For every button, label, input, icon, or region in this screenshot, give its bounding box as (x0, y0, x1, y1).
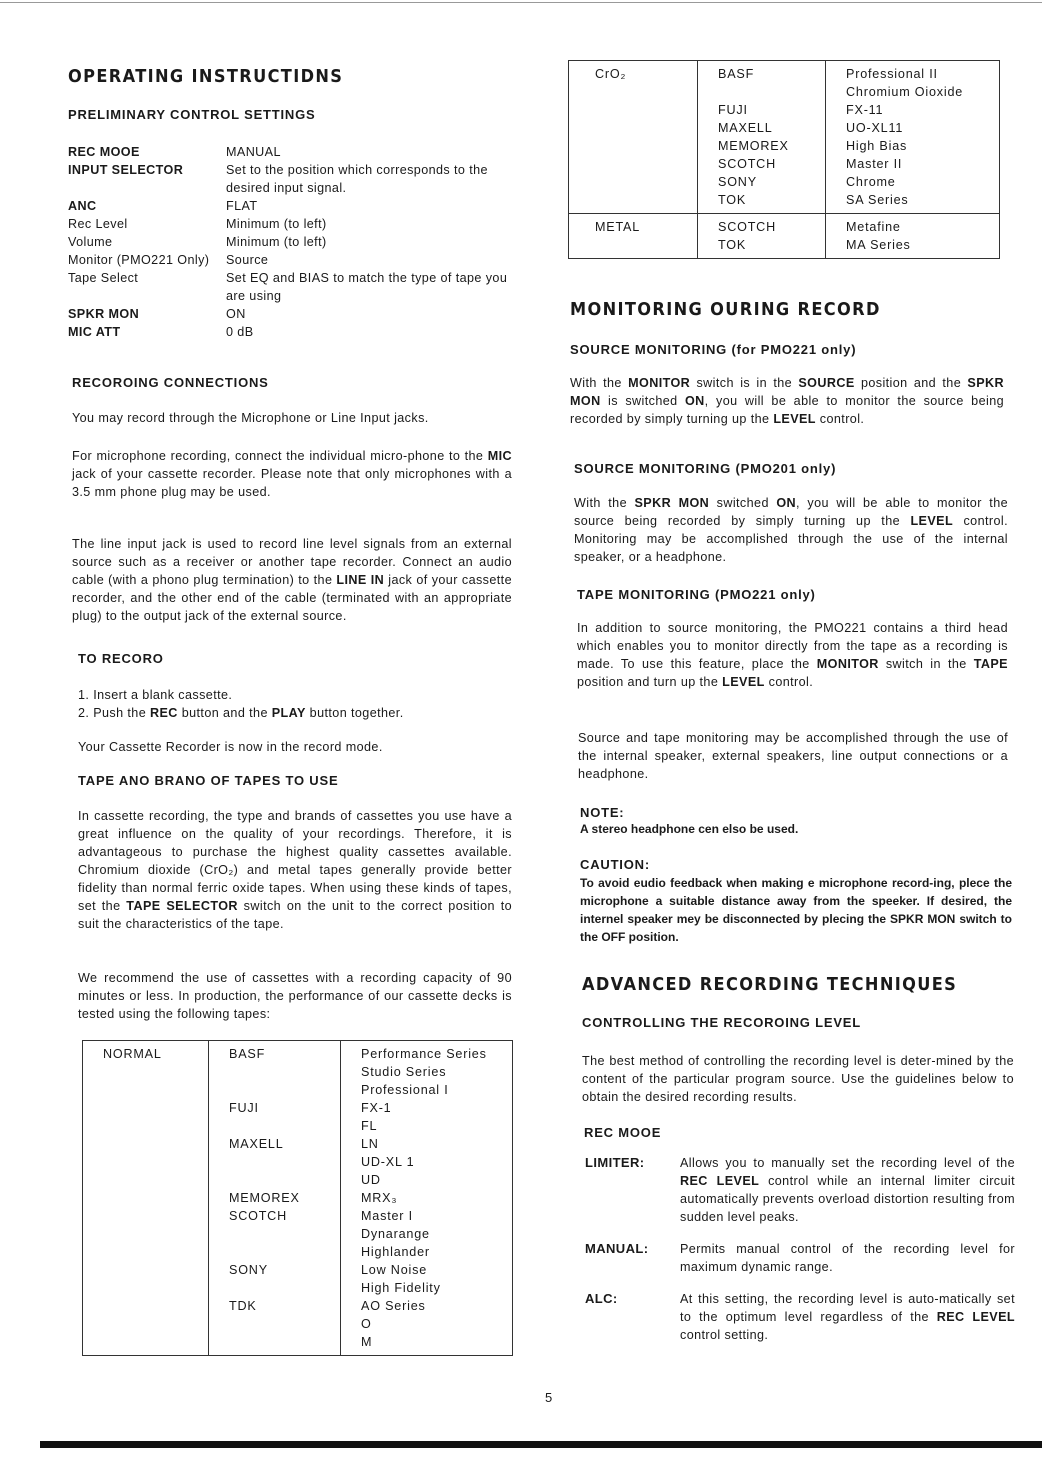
brand-name: MAXELL (229, 1137, 284, 1151)
intro-paragraph (72, 409, 512, 427)
note-label: NOTE: (580, 805, 625, 820)
products-cell (826, 214, 1000, 259)
text-run: control setting. (680, 1328, 769, 1342)
text-run: switched (709, 496, 777, 510)
rec-mode-item (585, 1290, 1017, 1344)
bold-term: TAPE (973, 657, 1008, 671)
setting-label: MIC ATT (68, 325, 121, 339)
brand-name: MEMOREX (718, 139, 789, 153)
recommend-paragraph (78, 969, 512, 1023)
setting-label: REC MOOE (68, 145, 140, 159)
step-item (78, 704, 508, 722)
controlling-level-heading: CONTROLLING THE RECOROING LEVEL (582, 1015, 862, 1030)
brands-cell (698, 61, 826, 214)
text-run: button and the (177, 706, 272, 720)
bold-term: MIC (487, 449, 512, 463)
text-run: jack of your cassette recorder. Please note that only microphones with a 3.5 mm phone plug may be used. (72, 467, 512, 499)
brand-name: SONY (718, 175, 757, 189)
product-name: UD (361, 1173, 381, 1187)
rec-mode-description (680, 1290, 1015, 1344)
page-number: 5 (545, 1390, 553, 1405)
setting-value: Source (226, 253, 269, 267)
text-run: control. Monitoring may be accomplished through the use of the internal speaker, or a headphone. (574, 514, 1008, 564)
text-run: is switched (600, 394, 685, 408)
brand-name: BASF (229, 1047, 266, 1061)
brand-name: MAXELL (718, 121, 773, 135)
brand-name (229, 1171, 340, 1189)
bold-term: PLAY (271, 706, 306, 720)
tape-monitoring-paragraph (577, 619, 1008, 691)
product-name: UD-XL 1 (361, 1155, 415, 1169)
text-run: control. (764, 675, 814, 689)
text-run: control. (815, 412, 865, 426)
text-run: With the (574, 496, 635, 510)
product-name: Master II (846, 157, 903, 171)
setting-label: SPKR MON (68, 307, 140, 321)
setting-value: ON (226, 307, 246, 321)
brand-name (229, 1081, 340, 1099)
setting-value: MANUAL (226, 145, 281, 159)
record-mode-paragraph (78, 738, 508, 756)
brand-name (229, 1153, 340, 1171)
controlling-level-paragraph (582, 1052, 1014, 1106)
product-name: MRX₃ (361, 1191, 398, 1205)
text-run: We recommend the use of cassettes with a recording capacity of 90 minutes or less. In production, the performance of our cassette decks is tested using the following tapes: (78, 971, 512, 1021)
source-monitoring-221-paragraph (570, 374, 1004, 428)
product-name: SA Series (846, 193, 909, 207)
setting-value: 0 dB (226, 325, 254, 339)
text-run: With the (570, 376, 629, 390)
brand-name: TOK (718, 238, 747, 252)
product-name: Dynarange (361, 1227, 430, 1241)
text-run: In addition to source monitoring, the PMO221 contains a third head which enables you to monitor directly from the tape as a recording is made. To use this feature, place the (577, 621, 1008, 671)
setting-label: INPUT SELECTOR (68, 163, 184, 177)
brands-cell (209, 1041, 341, 1356)
brand-name: TOK (718, 193, 747, 207)
text-run: position and turn up the (577, 675, 723, 689)
product-name: LN (361, 1137, 379, 1151)
brand-name (718, 83, 825, 101)
bold-term: SOURCE (798, 376, 855, 390)
text-run: You may record through the Microphone or Line Input jacks. (72, 411, 429, 425)
brand-name (229, 1063, 340, 1081)
settings-list (68, 143, 516, 341)
table-row (569, 214, 1000, 259)
brand-name (229, 1279, 340, 1297)
brand-name: SCOTCH (718, 157, 776, 171)
setting-label: Tape Select (68, 271, 139, 285)
to-record-heading: TO RECORO (78, 651, 164, 666)
brand-name: MEMOREX (229, 1191, 300, 1205)
bold-term: REC LEVEL (680, 1174, 760, 1188)
source-monitoring-201-paragraph (574, 494, 1008, 566)
setting-label: Monitor (PMO221 Only) (68, 253, 210, 267)
bold-term: REC (150, 706, 178, 720)
text-run: Allows you to manually set the recording level of the (680, 1156, 1015, 1170)
rec-mode-description (680, 1154, 1015, 1226)
setting-value: FLAT (226, 199, 258, 213)
product-name: Professional II (846, 67, 938, 81)
bold-term: ON (684, 394, 705, 408)
text-run: position and the (854, 376, 968, 390)
cro2-metal-tapes-table (568, 60, 1000, 259)
setting-value: Set EQ and BIAS to match the type of tape you are using (226, 271, 508, 303)
brand-name: SONY (229, 1263, 268, 1277)
brand-name (229, 1243, 340, 1261)
table-row (569, 61, 1000, 214)
rec-mode-description (680, 1240, 1015, 1276)
bold-term: REC LEVEL (936, 1310, 1015, 1324)
brand-name (229, 1315, 340, 1333)
recording-connections-heading: RECOROING CONNECTIONS (72, 375, 269, 390)
caution-label: CAUTION: (580, 857, 650, 872)
tape-type-cell: NORMAL (83, 1041, 209, 1356)
advanced-title: ADVANCED RECORDING TECHNIQUES (582, 974, 958, 995)
tape-monitoring-heading: TAPE MONITORING (PMO221 only) (577, 587, 816, 602)
product-name: Master I (361, 1209, 413, 1223)
text-run: At this setting, the recording level is auto-matically set to the optimum level regardless of the (680, 1292, 1015, 1324)
product-name: Performance Series (361, 1047, 487, 1061)
step-item (78, 686, 508, 704)
products-cell (826, 61, 1000, 214)
text-run: , you will be able to monitor the source being recorded by simply turning up the (570, 394, 1005, 426)
brand-name: TDK (229, 1299, 257, 1313)
brand-name: SCOTCH (229, 1209, 287, 1223)
bold-term: SPKR MON (570, 376, 1005, 408)
brand-name: FUJI (718, 103, 748, 117)
rec-mode-item (585, 1154, 1017, 1226)
table-row (83, 1041, 513, 1356)
bold-term: TAPE SELECTOR (126, 899, 238, 913)
preliminary-heading: PRELIMINARY CONTROL SETTINGS (68, 107, 316, 122)
setting-value: Minimum (to left) (226, 235, 327, 249)
text-run: The best method of controlling the recording level is deter-mined by the content of the particular program source. Use the guidelines below to obtain the desired recording results. (582, 1054, 1014, 1104)
steps-list (78, 686, 508, 722)
bottom-rule (40, 1441, 1042, 1448)
product-name: High Fidelity (361, 1281, 441, 1295)
setting-label: Volume (68, 235, 113, 249)
setting-label: ANC (68, 199, 97, 213)
product-name: Highlander (361, 1245, 430, 1259)
top-edge-line (0, 2, 1042, 3)
bold-term: MONITOR (816, 657, 879, 671)
product-name: Professional I (361, 1083, 449, 1097)
tape-type-cell: METAL (569, 214, 698, 259)
setting-value: Minimum (to left) (226, 217, 327, 231)
page-title: OPERATING INSTRUCTIDNS (68, 66, 344, 87)
monitoring-title: MONITORING OURING RECORD (570, 299, 881, 320)
product-name: UO-XL11 (846, 121, 904, 135)
text-run: Permits manual control of the recording level for maximum dynamic range. (680, 1242, 1015, 1274)
product-name: FX-11 (846, 103, 884, 117)
rec-mode-label: ALC: (585, 1291, 618, 1306)
brand-name: BASF (718, 67, 755, 81)
text-run: , you will be able to monitor the source being recorded by simply turning up the (574, 496, 1009, 528)
source-monitoring-201-heading: SOURCE MONITORING (PMO201 only) (574, 461, 837, 476)
source-monitoring-221-heading: SOURCE MONITORING (for PMO221 only) (570, 342, 857, 357)
rec-mode-list (585, 1154, 1017, 1344)
product-name: Studio Series (361, 1065, 447, 1079)
product-name: AO Series (361, 1299, 426, 1313)
rec-mode-item (585, 1240, 1017, 1276)
rec-mode-heading: REC MOOE (584, 1125, 662, 1140)
text-run: The line input jack is used to record line level signals from an external source such as a receiver or another tape recorder. Connect an audio cable (with a phono plug termination) to the (72, 537, 512, 587)
text-run: Source and tape monitoring may be accomplished through the use of the internal speaker, external speakers, line output connections or a headphone. (578, 731, 1008, 781)
tapes-paragraph (78, 807, 512, 933)
bold-term: MONITOR (628, 376, 691, 390)
text-run: button together. (305, 706, 404, 720)
product-name: Chrome (846, 175, 896, 189)
setting-value: Set to the position which corresponds to the desired input signal. (226, 163, 488, 195)
product-name: O (361, 1317, 372, 1331)
products-cell (341, 1041, 513, 1356)
product-name: Chromium Oioxide (846, 85, 964, 99)
product-name: Metafine (846, 220, 901, 234)
brand-name (229, 1225, 340, 1243)
rec-mode-label: MANUAL: (585, 1241, 649, 1256)
text-run: In cassette recording, the type and brands of cassettes you use have a great influence on the quality of your recordings. Therefore, it is advantageous to purchase the highest quality cassettes available. Chromium dioxide (CrO₂) and metal tapes generally provide better fidelity than normal ferric oxide tapes. When using these kinds of tapes, set the (78, 809, 512, 913)
brands-cell (698, 214, 826, 259)
rec-mode-label: LIMITER: (585, 1155, 645, 1170)
note-text: A stereo headphone cen elso be used. (580, 822, 799, 836)
product-name: High Bias (846, 139, 908, 153)
text-run: 2. Push the (78, 706, 151, 720)
brand-name: SCOTCH (718, 220, 776, 234)
text-run: 1. Insert a blank cassette. (78, 688, 233, 702)
microphone-paragraph (72, 447, 512, 501)
text-run: Your Cassette Recorder is now in the record mode. (78, 740, 383, 754)
text-run: switch in the (878, 657, 974, 671)
normal-tapes-table (82, 1040, 513, 1356)
product-name: FL (361, 1119, 378, 1133)
text-run: control while an internal limiter circuit automatically prevents overload distortion resulting from sudden level peaks. (680, 1174, 1015, 1224)
source-tape-paragraph (578, 729, 1008, 783)
bold-term: LEVEL (722, 675, 765, 689)
bold-term: LEVEL (773, 412, 816, 426)
product-name: FX-1 (361, 1101, 392, 1115)
text-run: switch is in the (690, 376, 799, 390)
text-run: For microphone recording, connect the individual micro-phone to the (72, 449, 488, 463)
product-name: Low Noise (361, 1263, 427, 1277)
text-run: jack of your cassette recorder, and the other end of the cable (terminated with an appropriate plug) to the output jack of the external source. (72, 573, 512, 623)
bold-term: LINE IN (336, 573, 385, 587)
setting-label: Rec Level (68, 217, 128, 231)
caution-text: To avoid eudio feedback when making e microphone record-ing, plece the microphone a suitable distance away from the speeker. If desired, the internel speaker mey be disconnected by plecing the SPKR MON switch to the OFF position. (580, 876, 1012, 944)
tapes-heading: TAPE ANO BRANO OF TAPES TO USE (78, 773, 339, 788)
product-name: M (361, 1335, 373, 1349)
text-run: switch on the unit to the correct position to suit the characteristics of the tape. (78, 899, 513, 931)
line-input-paragraph (72, 535, 512, 625)
brand-name (229, 1333, 340, 1351)
bold-term: ON (776, 496, 797, 510)
tape-type-cell: CrO₂ (569, 61, 698, 214)
brand-name (229, 1117, 340, 1135)
bold-term: LEVEL (910, 514, 954, 528)
product-name: MA Series (846, 238, 911, 252)
brand-name: FUJI (229, 1101, 259, 1115)
bold-term: SPKR MON (634, 496, 710, 510)
